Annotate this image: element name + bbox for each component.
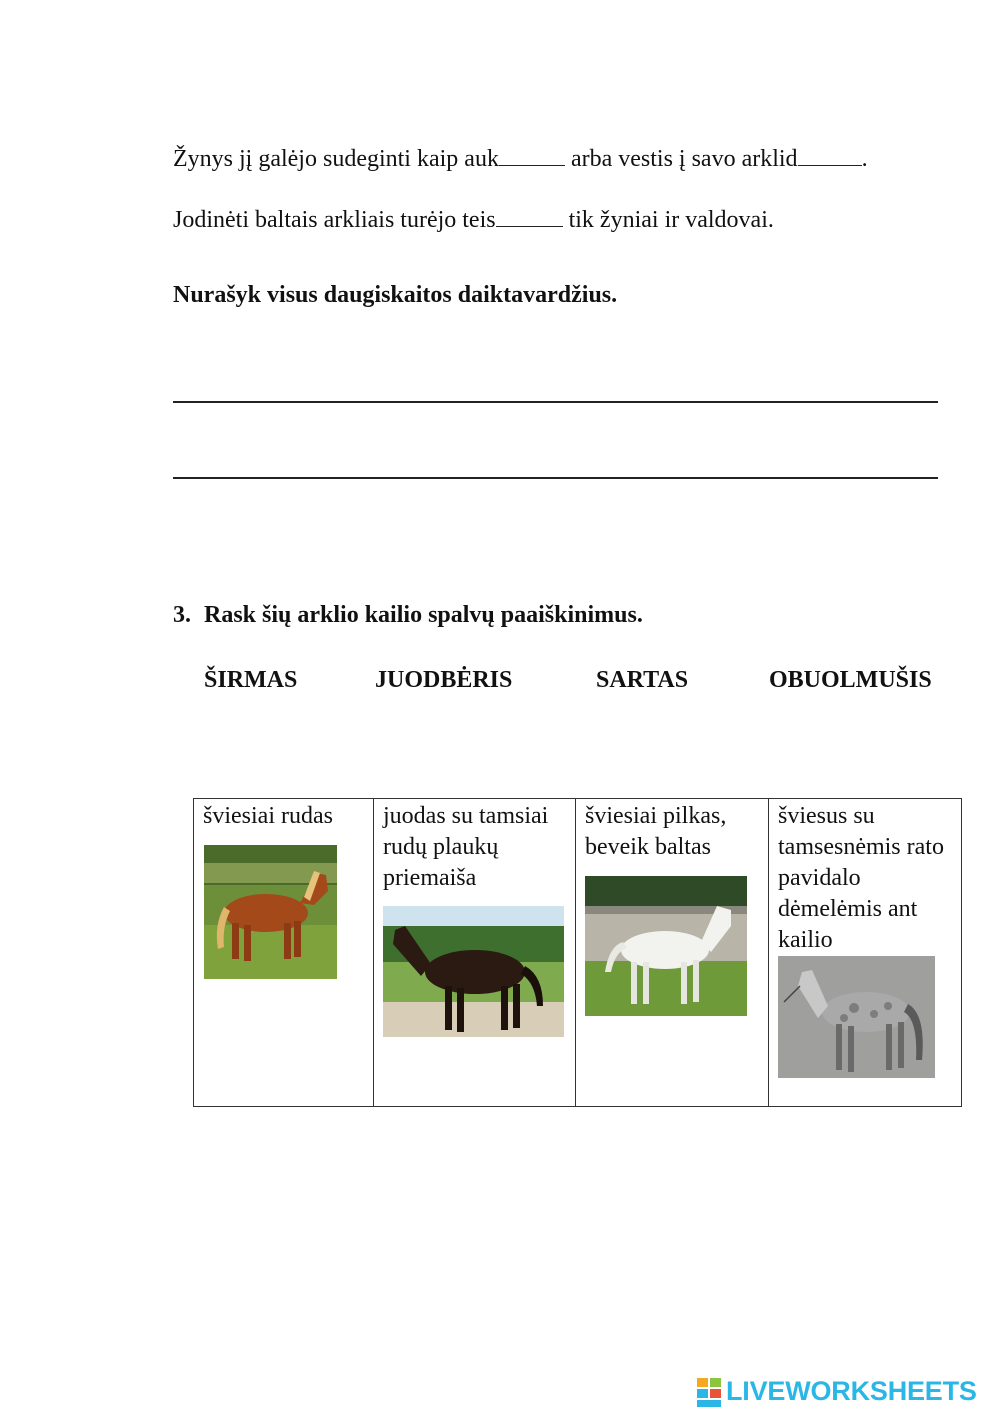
white-grey-horse-photo	[585, 876, 747, 1016]
sentence-2	[173, 206, 774, 234]
answer-line-1[interactable]	[173, 401, 938, 403]
chestnut-horse-photo	[204, 845, 337, 979]
sentence-1	[173, 145, 868, 173]
task2-instruction: Nurašyk visus daugiskaitos daiktavardžius.	[173, 282, 618, 308]
liveworksheets-logo-icon	[697, 1378, 723, 1408]
word-obuolmusis[interactable]: OBUOLMUŠIS	[769, 667, 932, 693]
dapple-grey-horse-photo	[778, 956, 935, 1078]
liveworksheets-logo-text: LIVEWORKSHEETS	[726, 1376, 977, 1406]
sentence-1-end: .	[861, 146, 868, 172]
answer-line-2[interactable]	[173, 477, 938, 479]
table-cell-1[interactable]	[194, 799, 374, 1107]
dark-bay-horse-photo	[383, 906, 564, 1037]
word-juodberis[interactable]: JUODBĖRIS	[375, 667, 513, 693]
blank-3[interactable]	[496, 206, 563, 227]
table-cell-3[interactable]	[576, 799, 769, 1107]
answer-table	[193, 798, 962, 1107]
cell-3-description: šviesiai pilkas, beveik baltas	[585, 803, 727, 860]
word-sirmas[interactable]: ŠIRMAS	[204, 667, 298, 693]
sentence-1-part-1: Žynys jį galėjo sudeginti kaip auk	[173, 146, 499, 172]
table-cell-4[interactable]	[769, 799, 962, 1107]
word-sartas[interactable]: SARTAS	[596, 667, 689, 693]
cell-1-description: šviesiai rudas	[203, 803, 333, 829]
task3-instruction: Rask šių arklio kailio spalvų paaiškinimus.	[204, 602, 643, 628]
sentence-2-part-2: tik žyniai ir valdovai.	[562, 207, 774, 233]
cell-4-description: šviesus su tamsesnėmis rato pavidalo dėmelėmis ant kailio	[778, 803, 944, 953]
table-cell-2[interactable]	[374, 799, 576, 1107]
blank-2[interactable]	[798, 145, 862, 166]
cell-2-description: juodas su tamsiai rudų plaukų priemaiša	[383, 803, 549, 891]
sentence-1-part-2: arba vestis į savo arklid	[564, 146, 798, 172]
blank-1[interactable]	[499, 145, 565, 166]
sentence-2-part-1: Jodinėti baltais arkliais turėjo teis	[173, 207, 496, 233]
task3-number: 3.	[173, 602, 191, 628]
